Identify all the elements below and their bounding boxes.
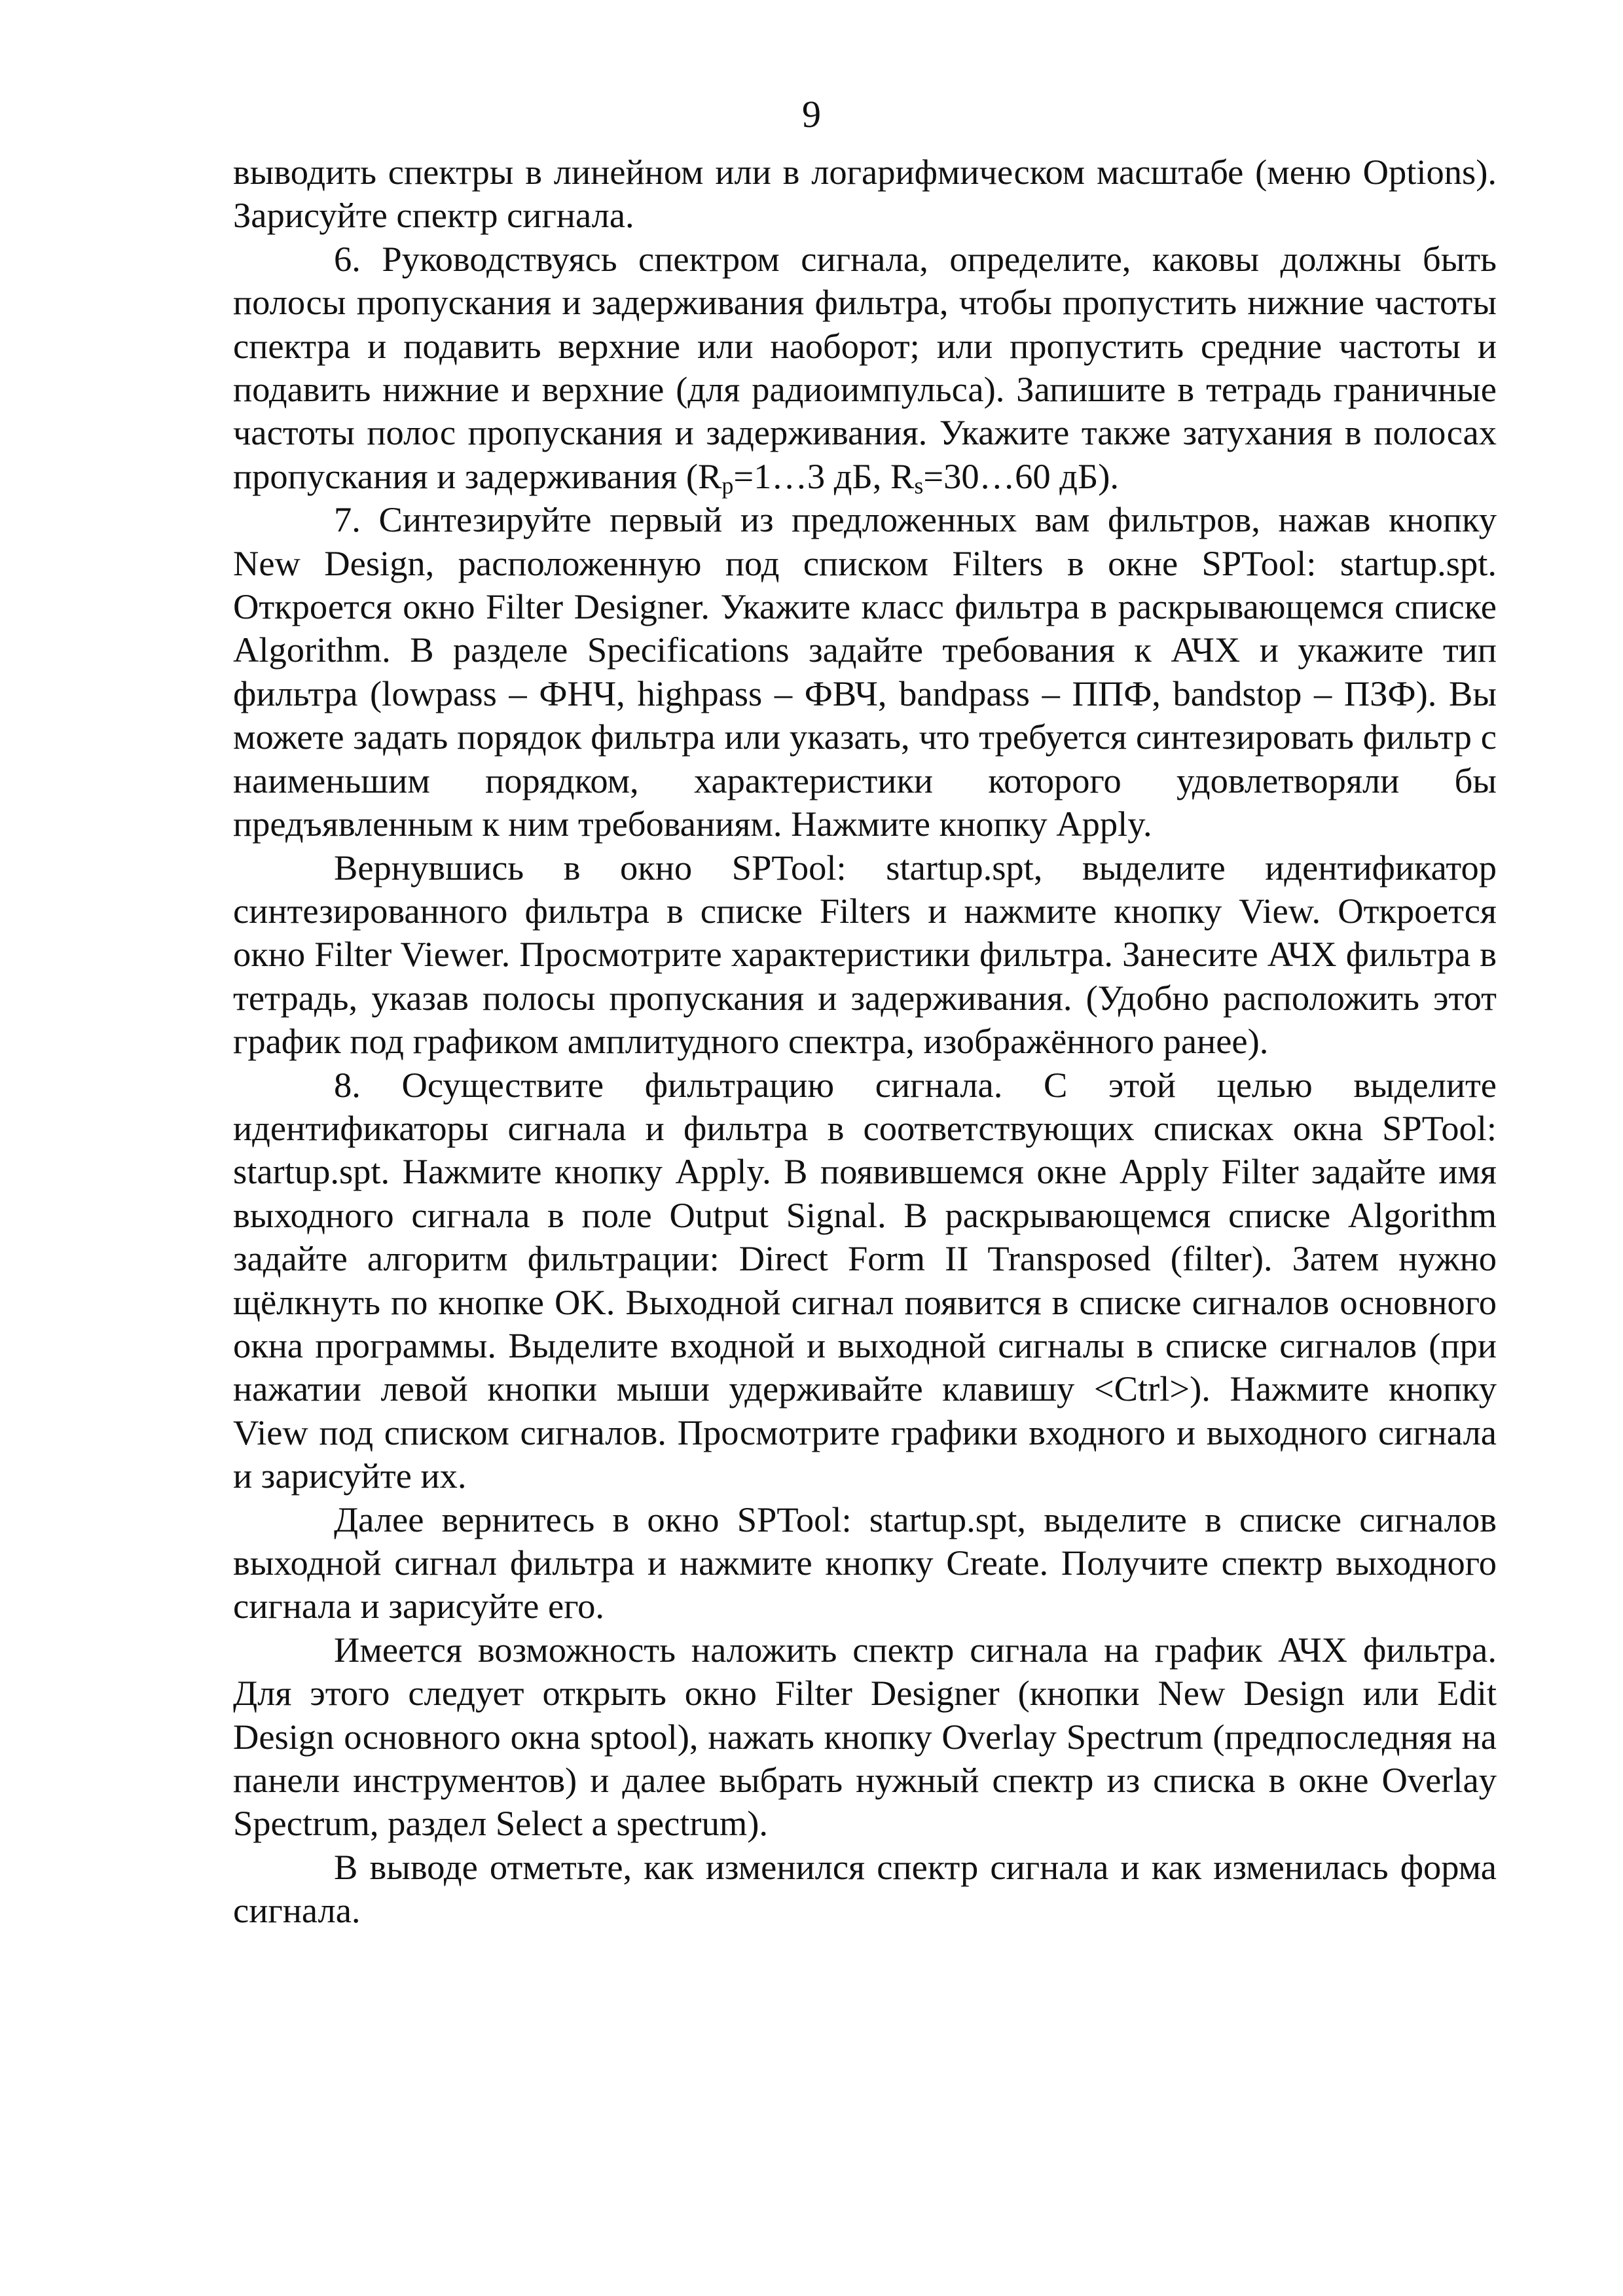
body-text: [233, 151, 1497, 1933]
step-6-text-end: =30…60 дБ).: [923, 456, 1120, 496]
paragraph-filter-viewer: Вернувшись в окно SPTool: startup.spt, выделите идентификатор синтезированного фильтра в списке Filters и нажмите кнопку View. Откроется окно Filter Viewer. Просмотрите характеристики фильтра. Занесите АЧХ фильтра в тетрадь, указав полосы пропускания и задерживания. (Удобно расположить этот график под графиком амплитудного спектра, изображённого ранее).: [233, 847, 1497, 1062]
paragraph-step-6: [233, 238, 1497, 498]
paragraph-output-spectrum: Далее вернитесь в окно SPTool: startup.spt, выделите в списке сигналов выходной сигнал фильтра и нажмите кнопку Create. Получите спектр выходного сигнала и зарисуйте его.: [233, 1499, 1497, 1626]
paragraph-continuation: выводить спектры в линейном или в логарифмическом масштабе (меню Options). Зарисуйте спектр сигнала.: [233, 152, 1497, 236]
paragraph-step-7: 7. Синтезируйте первый из предложенных вам фильтров, нажав кнопку New Design, расположенную под списком Filters в окне SPTool: startup.spt. Откроется окно Filter Designer. Укажите класс фильтра в раскрывающемся списке Algorithm. В разделе Specifications задайте требования к АЧХ и укажите тип фильтра (lowpass – ФНЧ, highpass – ФВЧ, bandpass – ППФ, bandstop – ПЗФ). Вы можете задать порядок фильтра или указать, что требуется синтезировать фильтр с наименьшим порядком, характеристики которого удовлетворяли бы предъявленным к ним требованиям. Нажмите кнопку Apply.: [233, 499, 1497, 844]
subscript-p: p: [721, 472, 734, 499]
step-6-text: 6. Руководствуясь спектром сигнала, определите, каковы должны быть полосы пропускания и задерживания фильтра, чтобы пропустить нижние частоты спектра и подавить верхние или наоборот; или пропустить средние частоты и подавить нижние и верхние (для радиоимпульса). Запишите в тетрадь граничные частоты полос пропускания и задерживания. Укажите также затухания в полосах пропускания и задерживания (R: [233, 238, 1497, 496]
paragraph-conclusion: В выводе отметьте, как изменился спектр сигнала и как изменилась форма сигнала.: [233, 1846, 1497, 1931]
page-number: 9: [802, 93, 821, 135]
paragraph-step-8: 8. Осуществите фильтрацию сигнала. С этой целью выделите идентификаторы сигнала и фильтра в соответствующих списках окна SPTool: startup.spt. Нажмите кнопку Apply. В появившемся окне Apply Filter задайте имя выходного сигнала в поле Output Signal. В раскрывающемся списке Algorithm задайте алгоритм фильтрации: Direct Form II Transposed (filter). Затем нужно щёлкнуть по кнопке OK. Выходной сигнал появится в списке сигналов основного окна программы. Выделите входной и выходной сигналы в списке сигналов (при нажатии левой кнопки мыши удерживайте клавишу <Ctrl>). Нажмите кнопку View под списком сигналов. Просмотрите графики входного и выходного сигнала и зарисуйте их.: [233, 1064, 1497, 1496]
subscript-s: s: [914, 472, 924, 499]
step-6-text-mid: =1…3 дБ, R: [733, 456, 915, 496]
paragraph-overlay-spectrum: Имеется возможность наложить спектр сигнала на график АЧХ фильтра. Для этого следует открыть окно Filter Designer (кнопки New Design или Edit Design основного окна sptool), нажать кнопку Overlay Spectrum (предпоследняя на панели инструментов) и далее выбрать нужный спектр из списка в окне Overlay Spectrum, раздел Select a spectrum).: [233, 1629, 1497, 1844]
